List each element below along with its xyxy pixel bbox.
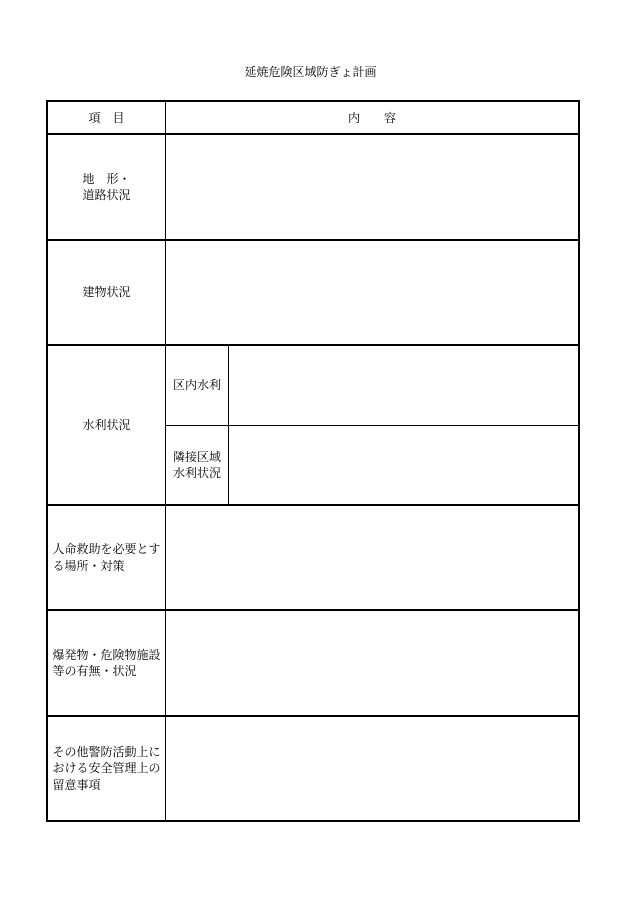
header-content-cell xyxy=(166,102,578,133)
label-line: 地 形・ xyxy=(82,171,131,186)
content-buildings xyxy=(166,241,578,344)
label-line: 人命救助を必要とす xyxy=(52,542,161,556)
label-line: 水利状況 xyxy=(82,417,131,432)
label-line: 留意事項 xyxy=(52,777,101,792)
label-other-safety-notes xyxy=(48,717,165,820)
label-line: 建物状況 xyxy=(82,285,131,300)
header-item-label: 項 目 xyxy=(88,110,125,125)
label-water-adjacent-district xyxy=(166,426,228,504)
document-title: 延焼危険区域防ぎょ計画 xyxy=(244,65,377,79)
label-water-in-district xyxy=(166,346,228,425)
content-rescue-locations xyxy=(166,506,578,609)
label-line: 隣接区域 xyxy=(172,449,221,464)
label-water-supply xyxy=(48,346,165,504)
label-hazardous-materials xyxy=(48,611,165,715)
content-other-safety-notes xyxy=(166,717,578,820)
label-line: 水利状況 xyxy=(172,466,221,480)
content-hazardous-materials xyxy=(166,611,578,715)
label-line: その他警防活動上に xyxy=(52,744,161,759)
content-water-adjacent-district xyxy=(229,426,578,504)
label-buildings xyxy=(48,241,165,344)
label-terrain-roads xyxy=(48,135,165,239)
label-rescue-locations xyxy=(48,506,165,609)
content-water-in-district xyxy=(229,346,578,425)
label-line: 区内水利 xyxy=(172,378,221,393)
content-terrain-roads xyxy=(166,135,578,239)
label-line: 爆発物・危険物施設 xyxy=(52,647,161,662)
label-line: 道路状況 xyxy=(82,188,131,202)
label-line: る場所・対策 xyxy=(52,558,125,573)
header-content-label: 内 容 xyxy=(347,110,396,125)
label-line: おける安全管理上の xyxy=(52,761,161,776)
label-line: 等の有無・状況 xyxy=(52,664,137,678)
header-item-cell xyxy=(48,102,165,133)
